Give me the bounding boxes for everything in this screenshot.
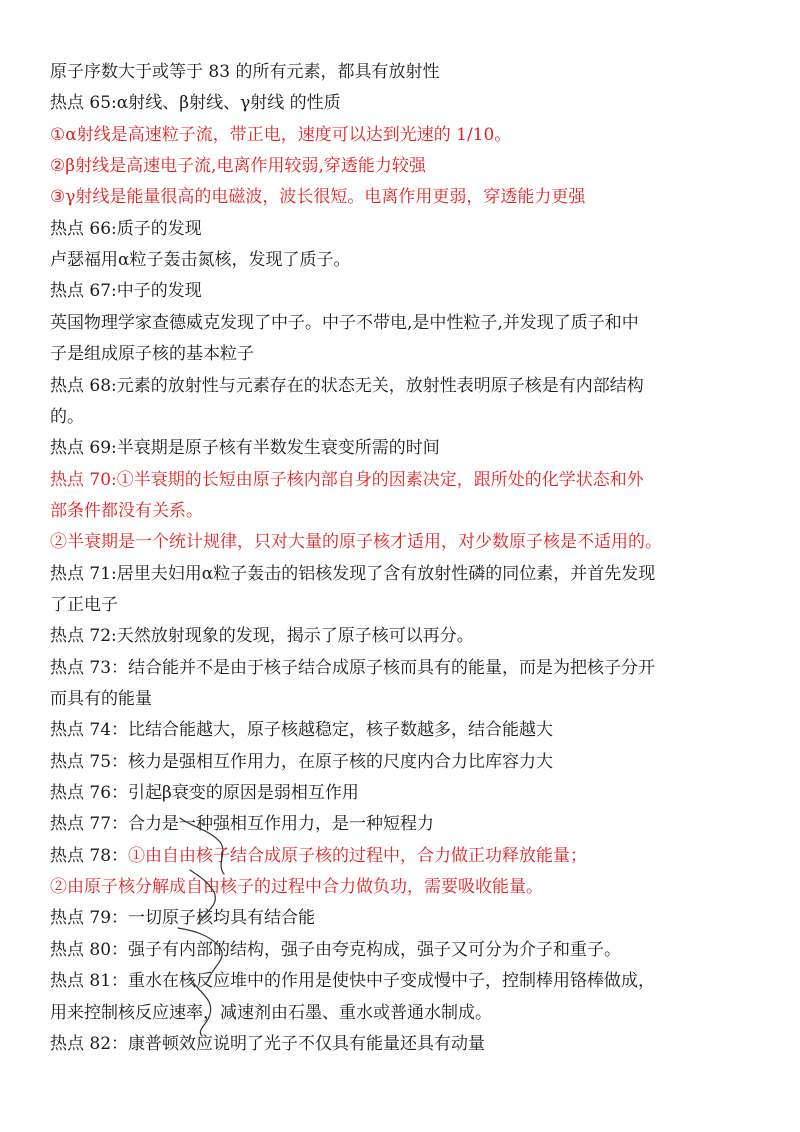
text-line [50,656,760,680]
text-line [50,969,760,993]
text-line [50,374,760,398]
line-text: 热点 68:元素的放射性与元素存在的状态无关，放射性表明原子核是有内部结构 [50,375,644,396]
line-text: ①α射线是高速粒子流，带正电，速度可以达到光速的 1/10。 [50,124,512,145]
line-text: 热点 72:天然放射现象的发现，揭示了原子核可以再分。 [50,626,474,647]
text-line [50,342,760,366]
line-text: 的。 [50,406,84,427]
text-line [50,499,760,523]
line-text: 部条件都没有关系。 [50,500,203,521]
line-text: 用来控制核反应速率，减速剂由石墨、重水或普通水制成。 [50,1002,492,1023]
text-line [50,217,760,241]
line-text: 热点 82：康普顿效应说明了光子不仅具有能量还具有动量 [50,1033,486,1054]
line-text: 了正电子 [50,594,118,615]
line-text: 热点 67:中子的发现 [50,281,202,302]
line-text: 热点 75：核力是强相互作用力，在原子核的尺度内合力比库容力大 [50,751,554,772]
line-text: 子是组成原子核的基本粒子 [50,344,254,365]
line-text: 热点 70:①半衰期的长短由原子核内部自身的因素决定，跟所处的化学状态和外 [50,469,644,490]
text-line [50,718,760,742]
line-text: 热点 77：合力是一种强相互作用力，是一种短程力 [50,814,435,835]
text-line [50,593,760,617]
text-line [50,468,760,492]
line-text: 英国物理学家查德威克发现了中子。中子不带电,是中性粒子,并发现了质子和中 [50,312,639,333]
text-line [50,530,760,554]
text-line [50,60,760,84]
text-line [50,405,760,429]
line-text: ②β射线是高速电子流,电离作用较弱,穿透能力较强 [50,156,426,177]
line-text: 卢瑟福用α粒子轰击氮核，发现了质子。 [50,250,351,271]
text-line [50,279,760,303]
text-line [50,185,760,209]
text-line [50,781,760,805]
line-text: 热点 74：比结合能越大，原子核越稳定，核子数越多，结合能越大 [50,720,554,741]
text-line [50,750,760,774]
text-line [50,687,760,711]
text-line [50,812,760,836]
line-text: ①由自由核子结合成原子核的过程中，合力做正功释放能量； [128,845,588,866]
hotspot-label: 热点 78： [50,845,129,866]
line-text: 热点 79：一切原子核均具有结合能 [50,908,316,929]
text-line [50,906,760,930]
text-line [50,248,760,272]
line-text: 热点 65:α射线、β射线、γ射线 的性质 [50,93,341,114]
text-line [50,624,760,648]
line-text: 热点 71:居里夫妇用α粒子轰击的铝核发现了含有放射性磷的同位素，并首先发现 [50,563,656,584]
line-text: 热点 81：重水在核反应堆中的作用是使快中子变成慢中子，控制棒用铬棒做成， [50,971,656,992]
line-text: 热点 69:半衰期是原子核有半数发生衰变所需的时间 [50,438,440,459]
line-text: 热点 80：强子有内部的结构，强子由夸克构成，强子又可分为介子和重子。 [50,939,622,960]
text-line [50,91,760,115]
text-line [50,1001,760,1025]
text-line [50,844,760,868]
text-line [50,1032,760,1056]
text-line [50,938,760,962]
line-text: ②半衰期是一个统计规律，只对大量的原子核才适用，对少数原子核是不适用的。 [50,532,662,553]
line-text: 热点 76：引起β衰变的原因是弱相互作用 [50,783,359,804]
line-text: 热点 73：结合能并不是由于核子结合成原子核而具有的能量，而是为把核子分开 [50,657,656,678]
text-line [50,311,760,335]
line-text: ③γ射线是能量很高的电磁波，波长很短。电离作用更弱，穿透能力更强 [50,187,586,208]
text-line [50,123,760,147]
line-text: 热点 66:质子的发现 [50,218,202,239]
line-text: 而具有的能量 [50,689,152,709]
line-text: 原子序数大于或等于 83 的所有元素，都具有放射性 [50,62,440,82]
text-line [50,875,760,899]
text-line [50,562,760,586]
text-line [50,154,760,178]
text-line [50,436,760,460]
line-text: ②由原子核分解成自由核子的过程中合力做负功，需要吸收能量。 [50,877,543,898]
